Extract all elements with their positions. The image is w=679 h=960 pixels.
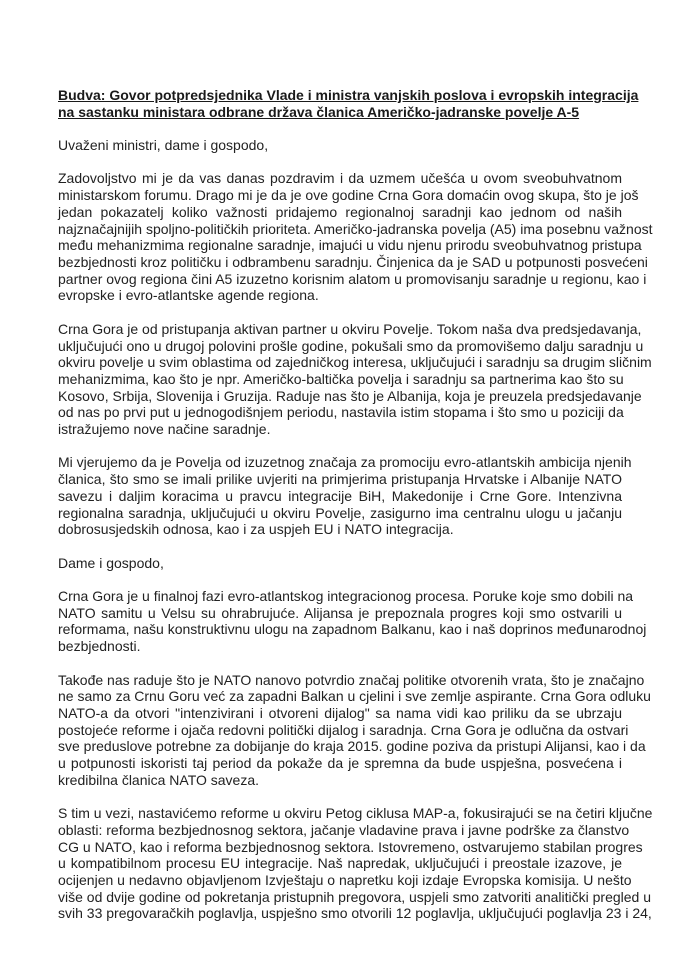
text-line: više od dvije godine od pokretanja pristupnih pregovora, uspjeli smo zatvoriti analitički pregled u (58, 888, 652, 905)
text-line: partner ovog regiona čini A5 izuzetno korisnim alatom u promovisanju saradnje u regionu, kao i (58, 270, 647, 287)
text-line: regionalna saradnja, uključujući u okviru Povelje, zasigurno ima centralnu ulogu u jačanju (58, 504, 622, 521)
paragraph (58, 555, 622, 572)
text-line: svih 33 pregovaračkih poglavlja, uspješno smo otvorili 12 poglavlja, uključujući poglavlja 23 i 24, (58, 905, 652, 922)
document-page (58, 87, 653, 939)
text-line: u potpunosti iskoristi taj period da pokaže da je spremna da bude uspješna, posvećena i (58, 755, 622, 772)
paragraph (58, 671, 651, 789)
text-line: NATO samitu u Velsu su ohrabrujuće. Alijansa je prepoznala progres koji smo ostvarili u (58, 604, 622, 621)
text-line: od nas po prvi put u jednogodišnjem periodu, nastavila istim stopama i što smo u poziciji da (58, 404, 624, 421)
text-line: bezbjednosti kroz političku i odbrambenu saradnju. Činjenica da je SAD u potpunosti posvećeni (58, 254, 648, 270)
text-line: Zadovoljstvo mi je da vas danas pozdravim i da uzmem učešća u ovom sveobuhvatnom (58, 170, 622, 187)
text-line: dobrosusjedskih odnosa, kao i za uspjeh EU i NATO integracija. (58, 521, 454, 538)
text-line: evropske i evro-atlantske agende regiona. (58, 287, 319, 304)
text-line: CG u NATO, kao i reforma bezbjednosnog sektora. Istovremeno, ostvarujemo stabilan progres (58, 838, 643, 855)
paragraph (58, 137, 622, 154)
text-line: istražujemo nove načine saradnje. (58, 421, 271, 438)
text-line: S tim u vezi, nastavićemo reforme u okviru Petog ciklusa MAP-a, fokusirajući se na četiri ključne (58, 805, 653, 822)
document-title (58, 87, 639, 120)
text-line: Dame i gospodo, (58, 554, 164, 571)
text-line: okviru povelje u svim oblastima od zajedničkog interesa, uključujući i saradnju sa drugim sličnim (58, 354, 652, 371)
title-line: Budva: Govor potpredsjednika Vlade i ministra vanjskih poslova i evropskih integracija (58, 87, 639, 103)
text-line: kredibilna članica NATO saveza. (58, 771, 260, 788)
text-line: u kompatibilnom procesu EU integracije. Naš napredak, uključujući i preostale izazove, je (58, 855, 622, 872)
text-line: ne samo za Crnu Goru već za zapadni Balkan u cjelini i sve zemlje aspirante. Crna Gora odluku (58, 688, 651, 705)
paragraph (58, 170, 653, 304)
title-line: na sastanku ministara odbrane država članica Američko-jadranske povelje A-5 (58, 103, 580, 120)
paragraph (58, 588, 647, 655)
text-line: najznačajnijih spoljno-političkih prioriteta. Američko-jadranska povelja (A5) ima posebnu važnost (58, 220, 653, 237)
text-line: oblasti: reforma bezbjednosnog sektora, jačanje vladavine prava i javne podrške za članstvo (58, 821, 630, 838)
text-line: NATO-a da otvori "intenzivirani i otvoreni dijalog" sa nama vidi kao priliku da se ubrzaju (58, 704, 622, 721)
text-line: sve preduslove potrebne za dobijanje do kraja 2015. godine poziva da pristupi Alijansi, kao i da (58, 738, 646, 755)
paragraph (58, 805, 653, 922)
text-line: članica, što smo se imali prilike uvjeriti na primjerima pristupanja Hrvatske i Albanije NATO (58, 471, 622, 488)
document-body (58, 137, 653, 922)
text-line: savezu i daljim koracima u pravcu integracije BiH, Makedonije i Crne Gore. Intenzivna (58, 487, 622, 504)
text-line: uključujući ono u drugoj polovini prošle godine, pokušali smo da promovišemo dalju saradnju u (58, 337, 644, 354)
text-line: postojeće reforme i ojača redovni politički dijalog i saradnja. Crna Gora je odlučna da ostvari (58, 721, 629, 738)
text-line: ocijenjen u nedavno objavljenom Izvještaju o napretku koji izdaje Evropska komisija. U nešto (58, 871, 632, 888)
text-line: Crna Gora je u finalnoj fazi evro-atlantskog integracionog procesa. Poruke koje smo dobili na (58, 588, 634, 604)
text-line: Uvaženi ministri, dame i gospodo, (58, 137, 269, 154)
text-line: ministarskom forumu. Drago mi je da je ove godine Crna Gora domaćin ovog skupa, što je još (58, 187, 639, 204)
text-line: među mehanizmima regionalne saradnje, imajući u vidu njenu prirodu sveobuhvatnog pristupa (58, 237, 642, 254)
text-line: Kosovo, Srbija, Slovenija i Gruzija. Raduje nas što je Albanija, koja je preuzela predsjedavanje (58, 387, 642, 404)
text-line: bezbjednosti. (58, 638, 141, 655)
paragraph (58, 454, 632, 538)
text-line: reformama, našu konstruktivnu ulogu na zapadnom Balkanu, kao i naš doprinos međunarodnoj (58, 621, 647, 638)
paragraph (58, 320, 652, 438)
text-line: Crna Gora je od pristupanja aktivan partner u okviru Povelje. Tokom naša dva predsjedavanja, (58, 320, 642, 337)
text-line: Mi vjerujemo da je Povelja od izuzetnog značaja za promociju evro-atlantskih ambicija njenih (58, 454, 632, 471)
text-line: mehanizmima, kao što je npr. Američko-baltička povelja i saradnju sa partnerima kao što su (58, 370, 624, 387)
text-line: jedan pokazatelj koliko važnosti pridajemo regionalnoj saradnji kao jednom od naših (58, 203, 622, 220)
text-line: Takođe nas raduje što je NATO nanovo potvrdio značaj politike otvorenih vrata, što je značajno (58, 671, 645, 688)
